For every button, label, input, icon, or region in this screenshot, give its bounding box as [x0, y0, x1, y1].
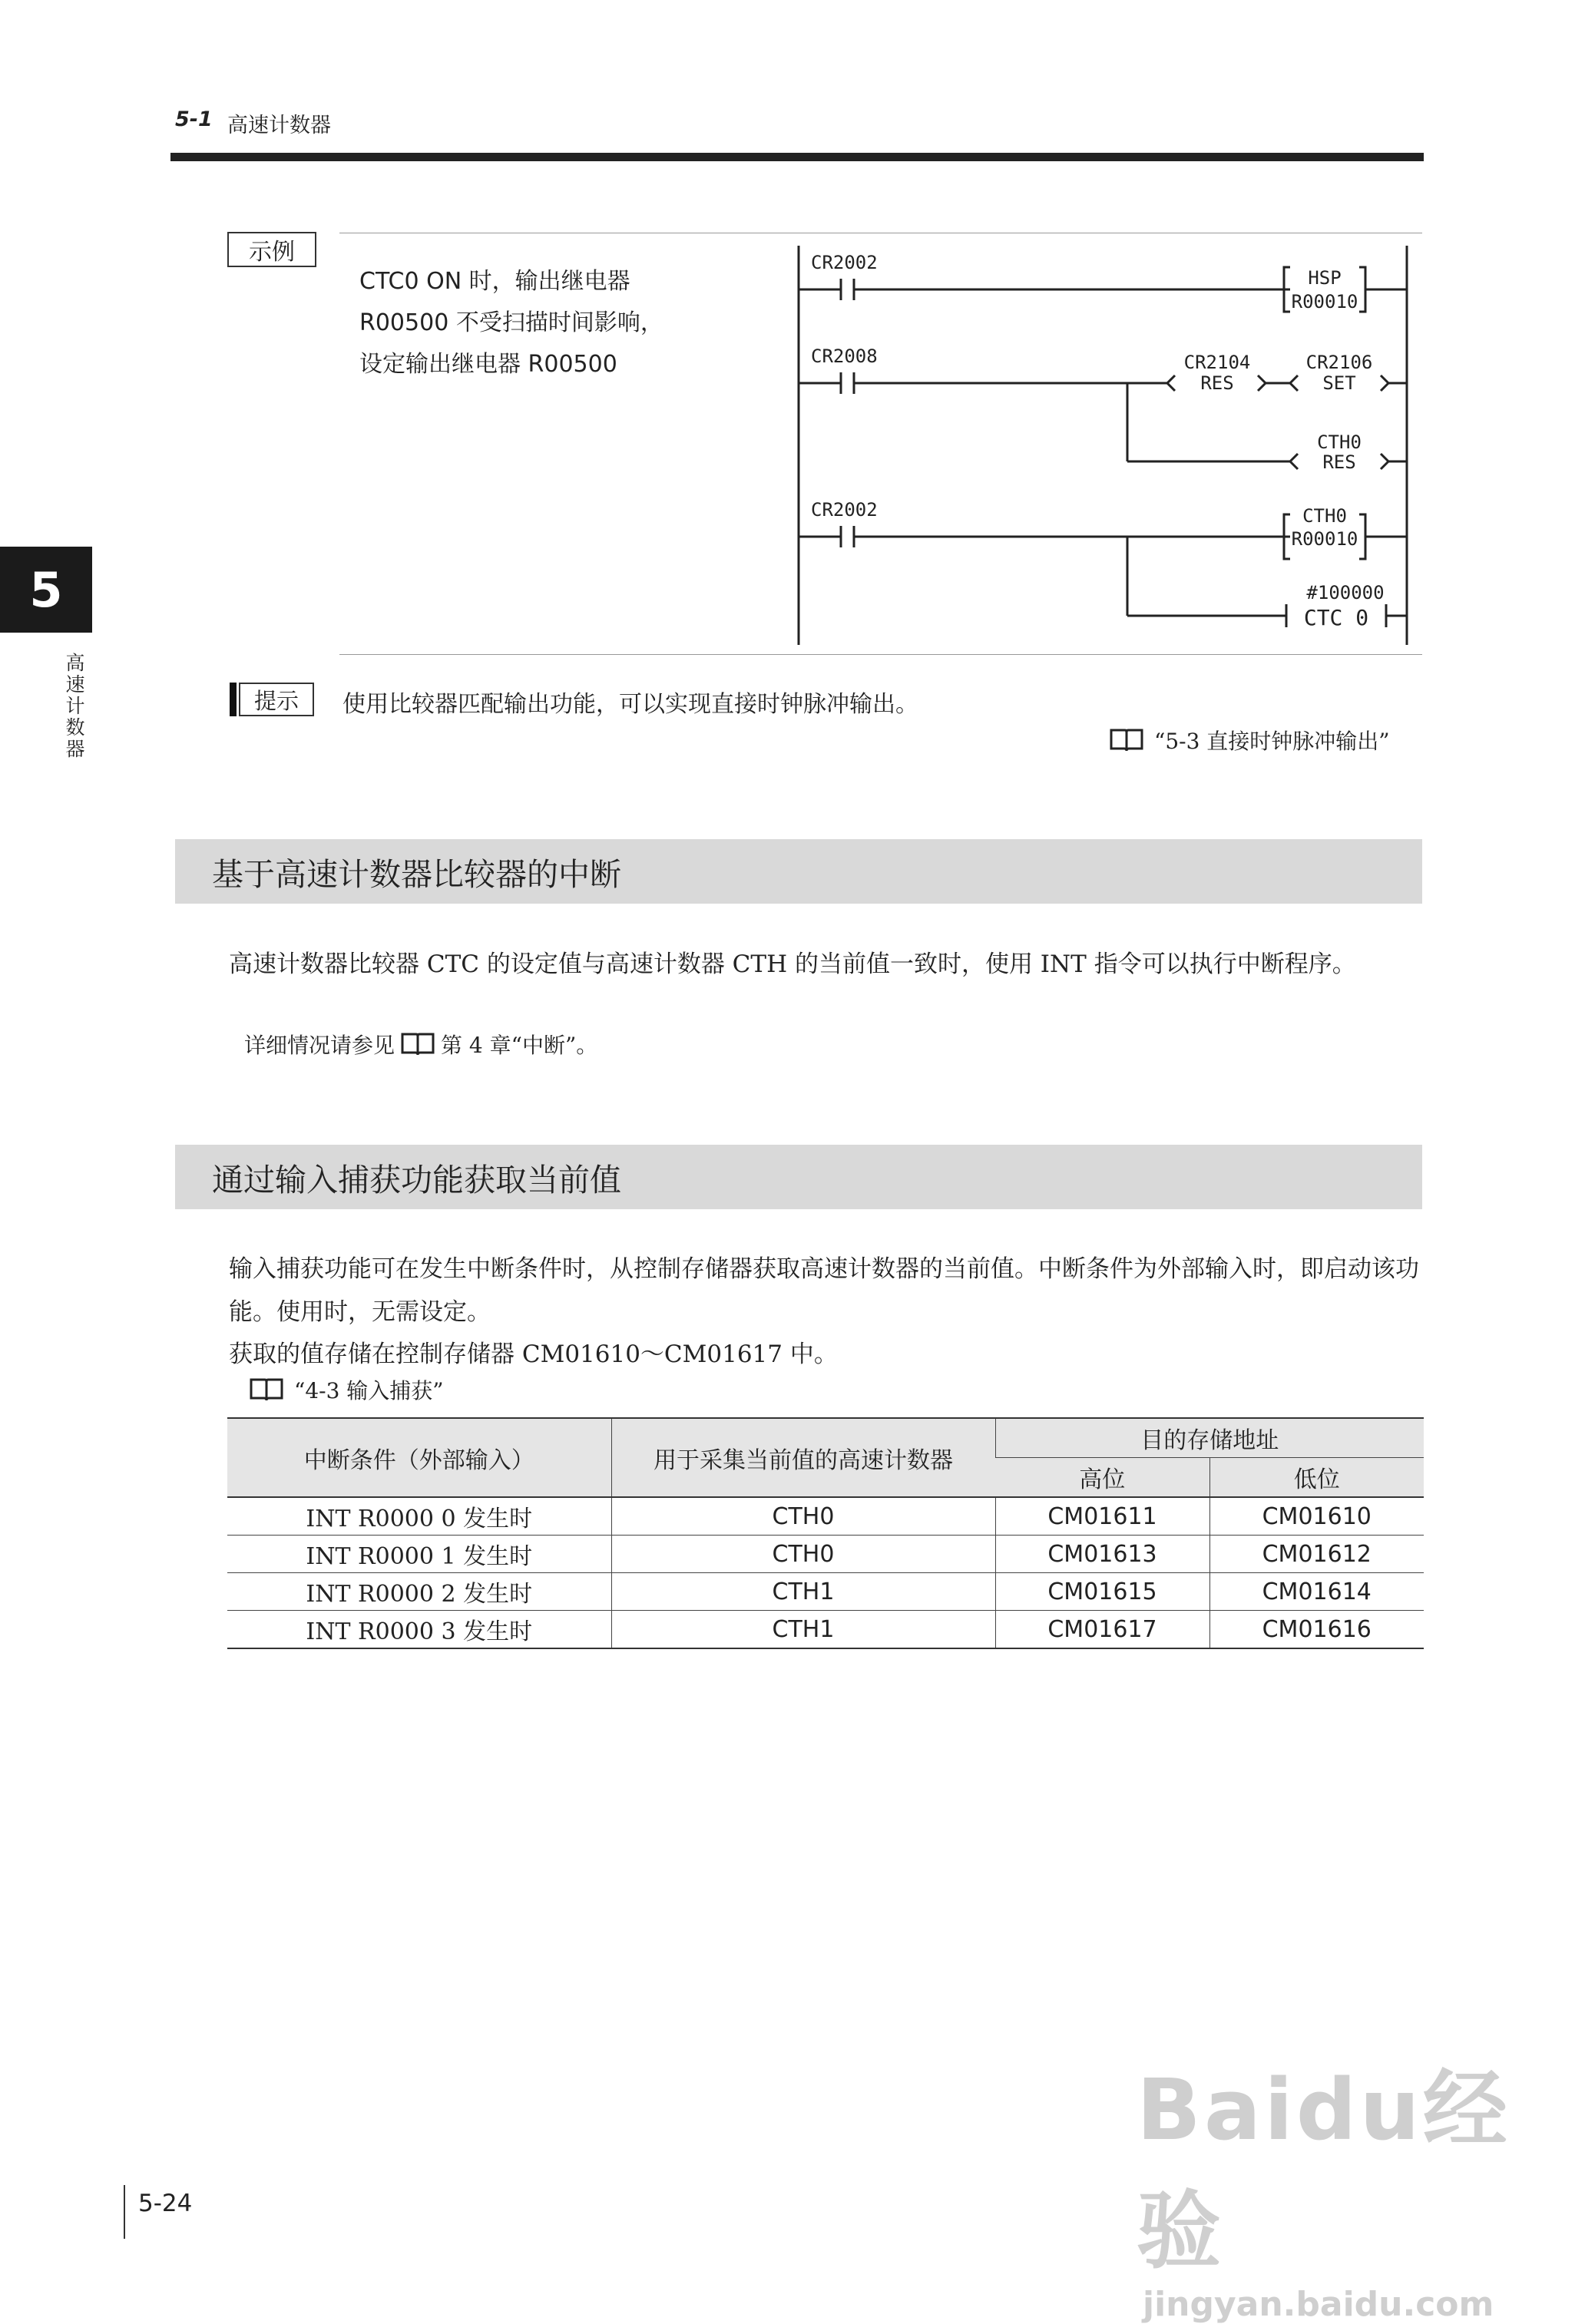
cell-condition: INT R0000 0 发生时: [227, 1497, 611, 1536]
rung3-box-bottom: R00010: [1291, 528, 1358, 550]
header-title: 高速计数器: [227, 114, 331, 137]
tip-text: 使用比较器匹配输出功能，可以实现直接时钟脉冲输出。: [342, 691, 918, 718]
section2-ref-text: “4-3 输入捕获”: [294, 1378, 444, 1403]
example-line-3: 设定输出继电器 R00500: [359, 351, 617, 378]
footer-rule: [124, 2185, 125, 2239]
example-label: 示例: [227, 232, 316, 267]
chapter-tab: 5: [0, 547, 92, 633]
rung3-contact-label: CR2002: [811, 499, 878, 521]
section2-reference: [250, 1374, 444, 1405]
rung3-box-right: [1359, 514, 1365, 559]
cell-low: CM01616: [1209, 1611, 1424, 1649]
cell-high: CM01611: [995, 1497, 1209, 1536]
example-line-2: R00500 不受扫描时间影响，: [359, 309, 663, 336]
section2-paragraph-2: 获取的值存储在控制存储器 CM01610～CM01617 中。: [229, 1341, 838, 1368]
cell-condition: INT R0000 3 发生时: [227, 1611, 611, 1649]
cell-high: CM01615: [995, 1573, 1209, 1611]
table-row: [227, 1497, 1424, 1536]
cell-low: CM01612: [1209, 1536, 1424, 1573]
header-rule: [170, 153, 1424, 161]
table-row: [227, 1536, 1424, 1573]
rung2-contact-label: CR2008: [811, 345, 878, 367]
example-line-1: CTC0 ON 时，输出继电器: [359, 268, 630, 295]
header-interrupt-condition: 中断条件（外部输入）: [227, 1418, 611, 1497]
tip-reference: [1110, 725, 1390, 755]
coil2-left: [1290, 375, 1298, 391]
rung1-box-right: [1359, 267, 1365, 312]
rung2-coil2-top: CR2106: [1305, 352, 1373, 373]
table-row: [227, 1573, 1424, 1611]
header-counter: 用于采集当前值的高速计数器: [611, 1418, 995, 1497]
watermark-url: jingyan.baidu.com: [1143, 2285, 1494, 2324]
book-icon: [401, 1031, 435, 1057]
capture-address-table: [227, 1417, 1424, 1649]
cell-condition: INT R0000 2 发生时: [227, 1573, 611, 1611]
watermark-text: Baidu经验: [1137, 2061, 1511, 2280]
rung2-coil1-bottom: RES: [1200, 372, 1234, 394]
tip-label: 提示: [239, 683, 314, 716]
coil1-left: [1167, 375, 1175, 391]
header-low: 低位: [1209, 1458, 1424, 1498]
rung2-coil3-bottom: RES: [1322, 451, 1356, 473]
rung1-contact-label: CR2002: [811, 252, 878, 273]
section1-heading: 基于高速计数器比较器的中断: [175, 839, 1422, 904]
section1-ref-text: 第 4 章“中断”。: [441, 1033, 598, 1058]
chapter-side-title: 高速计数器: [63, 653, 85, 760]
page-number: 5-24: [138, 2190, 193, 2217]
section2-heading: 通过输入捕获功能获取当前值: [175, 1145, 1422, 1209]
example-description: [359, 261, 759, 385]
cell-low: CM01614: [1209, 1573, 1424, 1611]
cell-condition: INT R0000 1 发生时: [227, 1536, 611, 1573]
rung1-coil-bottom: R00010: [1291, 291, 1358, 312]
rung1-coil-top: HSP: [1308, 267, 1342, 289]
tip-marker: [230, 683, 237, 716]
tip-reference-text: “5-3 直接时钟脉冲输出”: [1154, 729, 1390, 754]
section2-paragraph-1: 输入捕获功能可在发生中断条件时，从控制存储器获取高速计数器的当前值。中断条件为外部输入时，即启动该功能。使用时，无需设定。: [229, 1255, 1419, 1326]
rung3-ctc-value: #100000: [1306, 582, 1385, 603]
cell-counter: CTH0: [611, 1536, 995, 1573]
ladder-diagram: [783, 234, 1421, 649]
section1-ref-prefix: 详细情况请参见: [244, 1033, 395, 1058]
rung3-box-top: CTH0: [1302, 505, 1347, 527]
baidu-watermark: [1137, 2042, 1585, 2324]
cell-low: CM01610: [1209, 1497, 1424, 1536]
header-destination-address: 目的存储地址: [995, 1418, 1424, 1458]
coil3-right: [1381, 454, 1388, 469]
section1-reference: [244, 1029, 597, 1060]
example-bottom-rule: [339, 654, 1422, 655]
rung2-coil1-top: CR2104: [1183, 352, 1251, 373]
coil2-right: [1381, 375, 1388, 391]
section1-paragraph: 高速计数器比较器 CTC 的设定值与高速计数器 CTH 的当前值一致时，使用 INT 指令可以执行中断程序。: [229, 950, 1356, 978]
cell-high: CM01617: [995, 1611, 1209, 1649]
book-icon: [250, 1377, 283, 1403]
cell-counter: CTH1: [611, 1611, 995, 1649]
rung2-coil3-top: CTH0: [1317, 431, 1362, 453]
cell-counter: CTH1: [611, 1573, 995, 1611]
coil1-right: [1258, 375, 1266, 391]
rung2-coil2-bottom: SET: [1322, 372, 1356, 394]
table-row: [227, 1611, 1424, 1649]
coil3-left: [1290, 454, 1298, 469]
cell-counter: CTH0: [611, 1497, 995, 1536]
book-icon: [1110, 727, 1143, 753]
header-section-number: 5-1: [175, 107, 213, 131]
cell-high: CM01613: [995, 1536, 1209, 1573]
header-high: 高位: [995, 1458, 1209, 1498]
rung3-ctc-label: CTC 0: [1303, 605, 1369, 630]
